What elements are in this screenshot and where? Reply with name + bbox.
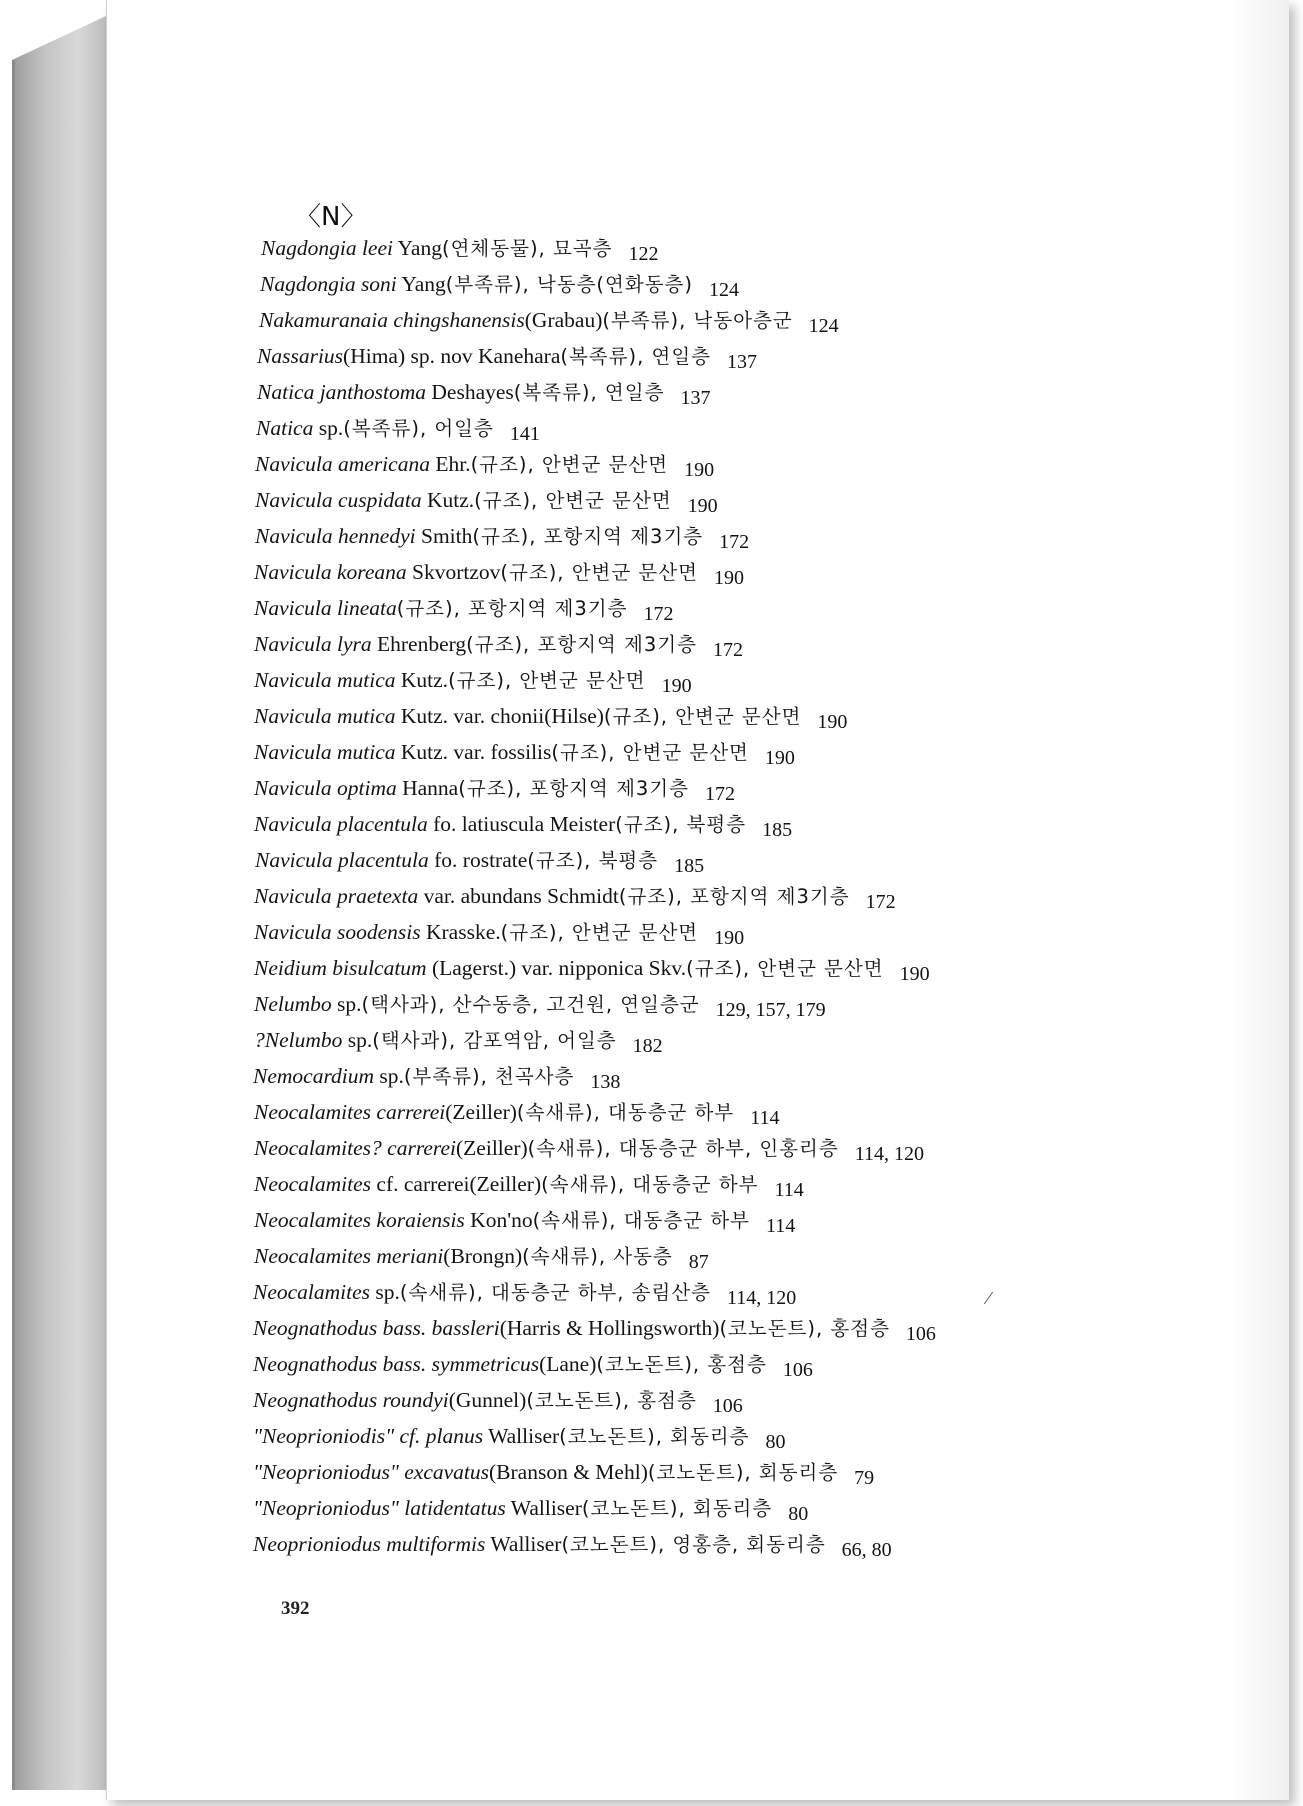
entry-page-refs: 190 [713,567,744,589]
index-entry [107,626,1289,662]
index-entry [107,842,1289,878]
entry-author: sp. [331,992,362,1016]
entry-description: (속새류), 대동층군 하부 [541,1173,759,1196]
entry-scientific-name: Neognathodus bass. symmetricus [253,1352,540,1376]
index-entry [107,770,1289,806]
entry-description: (규조), 안변군 문산면 [500,561,698,584]
entry-description: (규조), 안변군 문산면 [500,921,699,944]
entry-page-refs: 80 [788,1503,809,1525]
entry-scientific-name: Natica [256,416,314,440]
entry-author: Yang [392,236,442,260]
entry-page-refs: 129, 157, 179 [715,999,826,1021]
entry-page-refs: 141 [509,423,540,445]
entry-page-refs: 114 [774,1179,804,1201]
entry-description: (코노돈트), 홍점층 [526,1389,697,1412]
entry-page-refs: 114, 120 [727,1287,797,1309]
entry-page-refs: 106 [782,1359,813,1381]
index-entry [107,878,1289,914]
entry-description: (코노돈트), 영홍층, 회동리층 [561,1533,826,1556]
entry-page-refs: 106 [905,1323,936,1345]
entry-description: (규조), 안변군 문산면 [474,489,672,512]
entry-description: (속새류), 대동층군 하부 [516,1101,735,1124]
entry-scientific-name: "Neoprioniodus" latidentatus [253,1496,506,1520]
entry-page-refs: 185 [674,855,705,877]
entry-page-refs: 172 [719,531,750,553]
entry-description: (속새류), 대동층군 하부, 송림산층 [399,1281,712,1304]
entry-description: (복족류), 연일층 [513,381,665,404]
entry-author: Ehrenberg [371,632,467,656]
entry-page-refs: 124 [808,315,839,337]
entry-author: Kon'no [464,1208,533,1232]
entry-description: (규조), 안변군 문산면 [686,957,884,980]
entry-scientific-name: Natica janthostoma [257,380,427,404]
entry-description: (규조), 포항지역 제3기층 [466,633,697,656]
entry-author: (Grabau) [524,308,603,332]
stray-pen-mark: ⁄ [987,1288,991,1308]
entry-description: (코노돈트), 회동리층 [581,1497,773,1520]
entry-description: (속새류), 대동층군 하부 [532,1209,750,1232]
entry-scientific-name: Navicula placentula [255,848,429,872]
entry-description: (코노돈트), 홍점층 [719,1317,890,1340]
entry-page-refs: 185 [762,819,793,841]
index-entry [107,230,1289,266]
entry-author: Deshayes [426,380,514,404]
entry-author: Kutz. var. fossilis [395,740,552,764]
entry-description: (규조), 북평층 [615,813,747,836]
entry-scientific-name: Nagdongia soni [260,272,397,296]
entry-scientific-name: Navicula mutica [254,668,396,692]
entry-description: (규조), 포항지역 제3기층 [618,885,850,908]
index-entry [107,410,1289,446]
entry-scientific-name: Neocalamites meriani [254,1244,444,1268]
entry-scientific-name: Neidium bisulcatum [254,956,427,980]
entry-page-refs: 190 [899,963,930,985]
entry-scientific-name: Navicula mutica [254,704,396,728]
entry-description: (규조), 안변군 문산면 [448,669,646,692]
entry-description: (코노돈트), 홍점층 [596,1353,767,1376]
index-entry [107,698,1289,734]
entry-page-refs: 114, 120 [854,1143,924,1165]
index-entry [107,374,1289,410]
entry-scientific-name: "Neoprioniodis" cf. planus [253,1424,484,1448]
entry-author: sp. [370,1280,400,1304]
index-entry [107,1238,1289,1274]
index-entry [107,446,1289,482]
entry-scientific-name: Navicula lineata [254,596,397,620]
index-entry [107,950,1289,986]
entry-description: (규조), 안변군 문산면 [603,705,802,728]
entry-page-refs: 190 [687,495,718,517]
entry-author: sp. [342,1028,373,1052]
entry-page-refs: 106 [712,1395,743,1417]
entry-author: (Lagerst.) var. nipponica Skv. [426,956,687,980]
entry-scientific-name: Navicula hennedyi [255,524,416,548]
index-entry [107,1310,1289,1346]
entry-author: (Zeiller) [456,1136,528,1160]
entry-scientific-name: ?Nelumbo [254,1028,343,1052]
index-entry [107,338,1289,374]
entry-page-refs: 172 [865,891,896,913]
entry-author: (Branson & Mehl) [489,1460,648,1484]
entry-author: fo. latiuscula Meister [427,812,616,836]
entry-author: Walliser [505,1496,582,1520]
index-entry [107,482,1289,518]
index-entry [107,1382,1289,1418]
entry-description: (규조), 포항지역 제3기층 [472,525,704,548]
entry-scientific-name: Neocalamites carrerei [254,1100,446,1124]
entry-author: fo. rostrate [428,848,528,872]
index-entry [107,986,1289,1022]
entry-author: (Harris & Hollingsworth) [499,1316,720,1340]
book-spine-line [12,60,15,1790]
entry-scientific-name: "Neoprioniodus" excavatus [253,1460,490,1484]
entry-scientific-name: Navicula cuspidata [255,488,422,512]
entry-author: sp. [313,416,344,440]
index-entry [107,1526,1289,1562]
entry-scientific-name: Navicula praetexta [254,884,419,908]
entry-page-refs: 66, 80 [841,1539,892,1561]
section-heading: 〈N〉 [295,202,367,232]
index-entry [107,266,1289,302]
entry-author: Walliser [483,1424,560,1448]
entry-description: (부족류), 낙동아층군 [602,309,793,332]
entry-author: Krasske. [420,920,501,944]
entry-description: (택사과), 감포역암, 어일층 [372,1029,617,1052]
entry-page-refs: 87 [688,1251,709,1273]
index-entry-list [107,230,1289,1562]
entry-author: Hanna [396,776,459,800]
entry-scientific-name: Navicula lyra [254,632,372,656]
index-entry [107,1490,1289,1526]
entry-author: sp. [374,1064,404,1088]
entry-description: (부족류), 낙동층(연화동층) [445,273,693,296]
entry-author: var. abundans Schmidt [418,884,619,908]
entry-scientific-name: Nelumbo [254,992,332,1016]
entry-scientific-name: Navicula koreana [254,560,407,584]
entry-page-refs: 114 [765,1215,796,1237]
index-entry [107,1346,1289,1382]
entry-author: Kutz. [421,488,475,512]
entry-scientific-name: Neocalamites [253,1280,371,1304]
entry-page-refs: 138 [590,1071,621,1093]
index-entry [107,1058,1289,1094]
entry-description: (연체동물), 묘곡층 [441,237,613,260]
entry-author: Walliser [485,1532,562,1556]
entry-page-refs: 190 [661,675,692,697]
index-entry [107,1094,1289,1130]
entry-page-refs: 172 [705,783,735,805]
entry-scientific-name: Navicula mutica [254,740,396,764]
entry-scientific-name: Nassarius [257,344,344,368]
entry-description: (코노돈트), 회동리층 [647,1461,839,1484]
entry-page-refs: 190 [764,747,795,769]
entry-page-refs: 182 [632,1035,663,1057]
entry-scientific-name: Neognathodus roundyi [253,1388,449,1412]
entry-page-refs: 122 [628,243,659,265]
entry-description: (속새류), 대동층군 하부, 인홍리층 [527,1137,839,1160]
entry-description: (규조), 포항지역 제3기층 [396,597,628,620]
entry-page-refs: 124 [708,279,739,301]
entry-page-refs: 80 [765,1431,786,1453]
entry-description: (복족류), 어일층 [343,417,494,440]
index-entry [107,1202,1289,1238]
entry-page-refs: 137 [680,387,711,409]
entry-scientific-name: Neocalamites [254,1172,372,1196]
index-entry [107,914,1289,950]
entry-author: Yang [396,272,446,296]
index-entry [107,806,1289,842]
entry-description: (복족류), 연일층 [560,345,711,368]
book-spine-edge [12,16,106,1790]
entry-page-refs: 172 [643,603,674,625]
entry-author: (Zeiller) [445,1100,517,1124]
index-entry [107,1022,1289,1058]
book-page [106,0,1289,1800]
entry-page-refs: 137 [727,351,757,373]
entry-author: (Hima) sp. nov Kanehara [343,344,561,368]
entry-author: (Lane) [539,1352,597,1376]
entry-author: Ehr. [429,452,471,476]
entry-description: (규조), 안변군 문산면 [470,453,669,476]
entry-description: (택사과), 산수동층, 고건원, 연일층군 [361,993,700,1016]
entry-page-refs: 79 [854,1467,875,1489]
index-entry [107,1418,1289,1454]
entry-scientific-name: Nemocardium [253,1064,375,1088]
index-entry [107,1454,1289,1490]
entry-author: Kutz. [395,668,449,692]
entry-scientific-name: Navicula americana [255,452,430,476]
entry-author: (Brongn) [443,1244,523,1268]
entry-scientific-name: Neocalamites? carrerei [254,1136,457,1160]
entry-description: (속새류), 사동층 [522,1245,673,1268]
entry-description: (부족류), 천곡사층 [403,1065,575,1088]
entry-scientific-name: Neognathodus bass. bassleri [253,1316,500,1340]
entry-page-refs: 172 [712,639,743,661]
entry-author: Kutz. var. chonii(Hilse) [395,704,604,728]
index-entry [107,518,1289,554]
entry-scientific-name: Neocalamites koraiensis [254,1208,465,1232]
entry-scientific-name: Nagdongia leei [261,236,393,260]
entry-scientific-name: Navicula optima [254,776,397,800]
index-entry [107,302,1289,338]
entry-author: Smith [415,524,473,548]
entry-page-refs: 190 [714,927,745,949]
index-entry [107,590,1289,626]
index-entry [107,554,1289,590]
entry-scientific-name: Navicula placentula [254,812,428,836]
entry-description: (코노돈트), 회동리층 [559,1425,750,1448]
entry-page-refs: 114 [750,1107,780,1129]
index-entry [107,1130,1289,1166]
index-entry [107,1166,1289,1202]
index-entry [107,734,1289,770]
entry-author: cf. carrerei(Zeiller) [371,1172,542,1196]
entry-page-refs: 190 [817,711,848,733]
entry-scientific-name: Neoprioniodus multiformis [253,1532,486,1556]
entry-description: (규조), 북평층 [527,849,659,872]
entry-author: (Gunnel) [448,1388,527,1412]
page-number: 392 [281,1598,310,1619]
entry-scientific-name: Navicula soodensis [254,920,421,944]
index-entry [107,1274,1289,1310]
entry-scientific-name: Nakamuranaia chingshanensis [259,308,525,332]
entry-page-refs: 190 [684,459,715,481]
entry-author: Skvortzov [406,560,501,584]
entry-description: (규조), 포항지역 제3기층 [458,777,689,800]
entry-description: (규조), 안변군 문산면 [551,741,749,764]
index-entry [107,662,1289,698]
